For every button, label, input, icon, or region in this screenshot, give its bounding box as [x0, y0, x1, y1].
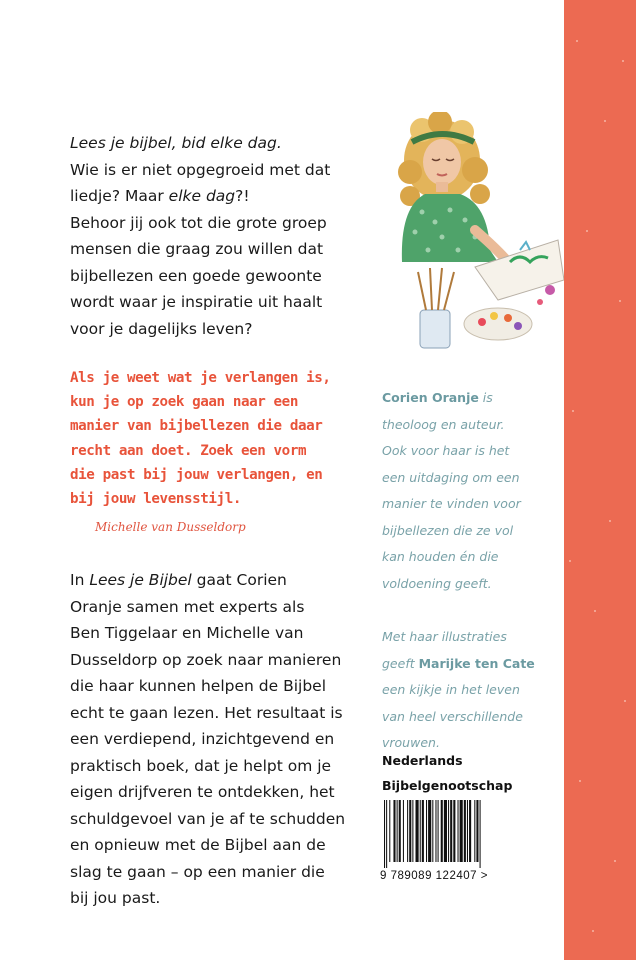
spine-speck — [592, 930, 594, 932]
quote-line: bij jouw levensstijl. — [70, 491, 241, 508]
barcode-bar — [432, 800, 433, 862]
author-bio-line: kan houden én die — [382, 549, 499, 564]
body-line: eigen drijfveren te ontdekken, het — [70, 783, 335, 801]
barcode-bar — [386, 800, 387, 868]
barcode-bar — [453, 800, 455, 862]
pull-quote — [70, 366, 370, 511]
spine-speck — [572, 410, 574, 412]
spine-speck — [624, 700, 626, 702]
author-bio-line: voldoening geeft. — [382, 575, 492, 591]
barcode-bar — [397, 800, 398, 862]
barcode-bar — [458, 800, 459, 862]
body-line: Oranje samen met experts als — [70, 597, 305, 616]
barcode-bar — [403, 800, 404, 862]
spine-speck — [619, 300, 621, 302]
author-bio-line: Ook voor haar is het — [382, 443, 510, 458]
body-line: echt te gaan lezen. Het resultaat is — [70, 703, 343, 722]
spine-speck — [576, 40, 578, 42]
author-name: Corien Oranje — [382, 390, 479, 405]
barcode-bar — [399, 800, 401, 862]
author-bio-line: bijbellezen die ze vol — [382, 522, 514, 538]
illustrator-line: een kijkje in het leven — [382, 682, 520, 697]
barcode-bar — [444, 800, 447, 862]
illustrator-name: Marijke ten Cate — [418, 655, 535, 671]
intro-line-5: mensen die graag zou willen dat — [70, 240, 324, 258]
barcode-bar — [420, 800, 421, 862]
barcode-bar — [426, 800, 427, 862]
isbn-number: 9 789089 122407 > — [380, 870, 488, 882]
spine-speck — [604, 120, 606, 122]
barcode-bar — [469, 800, 471, 862]
body-line: praktisch boek, dat je helpt om je — [70, 756, 332, 775]
barcode-bar — [384, 800, 385, 868]
quote-line: Als je weet wat je verlangen is, — [70, 370, 331, 386]
author-bio-line: Corien Oranje is — [382, 390, 493, 405]
barcode-bar — [393, 800, 395, 862]
publisher-name-line-1: Nederlands — [382, 753, 463, 768]
author-bio-line: een uitdaging om een — [382, 469, 520, 485]
barcode-bar — [474, 800, 475, 862]
author-bio-line: manier te vinden voor — [382, 496, 521, 511]
barcode-bar — [412, 800, 413, 862]
barcode-bar — [450, 800, 452, 862]
intro-line-6: bijbellezen een goede gewoonte — [70, 266, 322, 285]
body-line: In Lees je Bijbel gaat Corien — [70, 571, 287, 589]
spine-speck — [569, 560, 571, 562]
barcode-bar — [438, 800, 439, 862]
intro-text — [70, 130, 370, 342]
quote-line: kun je op zoek gaan naar een — [70, 394, 298, 411]
woman-painting-illustration — [380, 112, 564, 362]
illustrator-line: van heel verschillende — [382, 708, 523, 724]
spine-speck — [622, 60, 624, 62]
quote-attribution: Michelle van Dusseldorp — [95, 520, 246, 534]
barcode-bar — [409, 800, 411, 862]
body-line: Dusseldorp op zoek naar manieren — [70, 650, 342, 669]
illustration-svg — [380, 112, 564, 362]
barcode-bar — [441, 800, 443, 862]
publisher-name-line-2: Bijbelgenootschap — [382, 777, 513, 793]
spine-speck — [614, 860, 616, 862]
illustrator-line: Met haar illustraties — [382, 629, 507, 644]
body-line: bij jou past. — [70, 889, 161, 907]
author-bio-line: theoloog en auteur. — [382, 416, 505, 432]
intro-line-2: Wie is er niet opgegroeid met dat — [70, 160, 331, 179]
barcode-bar — [407, 800, 408, 862]
spine-speck — [586, 230, 588, 232]
body-line: en opnieuw met de Bijbel aan de — [70, 836, 326, 854]
barcode-bar — [422, 800, 424, 862]
barcode-bar — [464, 800, 466, 862]
body-line: Ben Tiggelaar en Michelle van — [70, 624, 304, 642]
barcode-bar — [460, 800, 463, 862]
quote-line: recht aan doet. Zoek een vorm — [70, 442, 307, 459]
barcode-bar — [476, 800, 478, 862]
spine-speck — [609, 520, 611, 522]
intro-line-4: Behoor jij ook tot die grote groep — [70, 213, 327, 232]
barcode-bar — [448, 800, 449, 862]
body-line: slag te gaan – op een manier die — [70, 862, 325, 881]
quote-line: manier van bijbellezen die daar — [70, 418, 323, 435]
illustrator-line: geeft Marijke ten Cate — [382, 655, 535, 671]
spine-band — [564, 0, 636, 960]
quote-line: die past bij jouw verlangen, en — [70, 466, 323, 483]
intro-line-3: liedje? Maar elke dag?! — [70, 187, 250, 205]
publisher-logo — [382, 749, 512, 798]
author-info — [382, 385, 557, 757]
body-line: schuldgevoel van je af te schudden — [70, 809, 346, 828]
intro-line-7: wordt waar je inspiratie uit haalt — [70, 293, 323, 311]
description-text — [70, 567, 360, 912]
barcode-bar — [389, 800, 390, 862]
spine-speck — [594, 610, 596, 612]
barcode-bar — [435, 800, 436, 862]
intro-line-8: voor je dagelijks leven? — [70, 319, 253, 338]
spine-speck — [579, 780, 581, 782]
barcode-bar — [416, 800, 419, 862]
intro-line-1: Lees je bijbel, bid elke dag. — [70, 134, 282, 152]
barcode-bar — [467, 800, 468, 862]
body-line: die haar kunnen helpen de Bijbel — [70, 677, 327, 695]
barcode-bar — [428, 800, 431, 862]
barcode-bar — [480, 800, 481, 868]
isbn-barcode — [380, 800, 546, 882]
body-line: een verdiepend, inzichtgevend en — [70, 730, 335, 748]
barcode-bars — [380, 800, 546, 868]
illustrator-line: vrouwen. — [382, 735, 440, 750]
